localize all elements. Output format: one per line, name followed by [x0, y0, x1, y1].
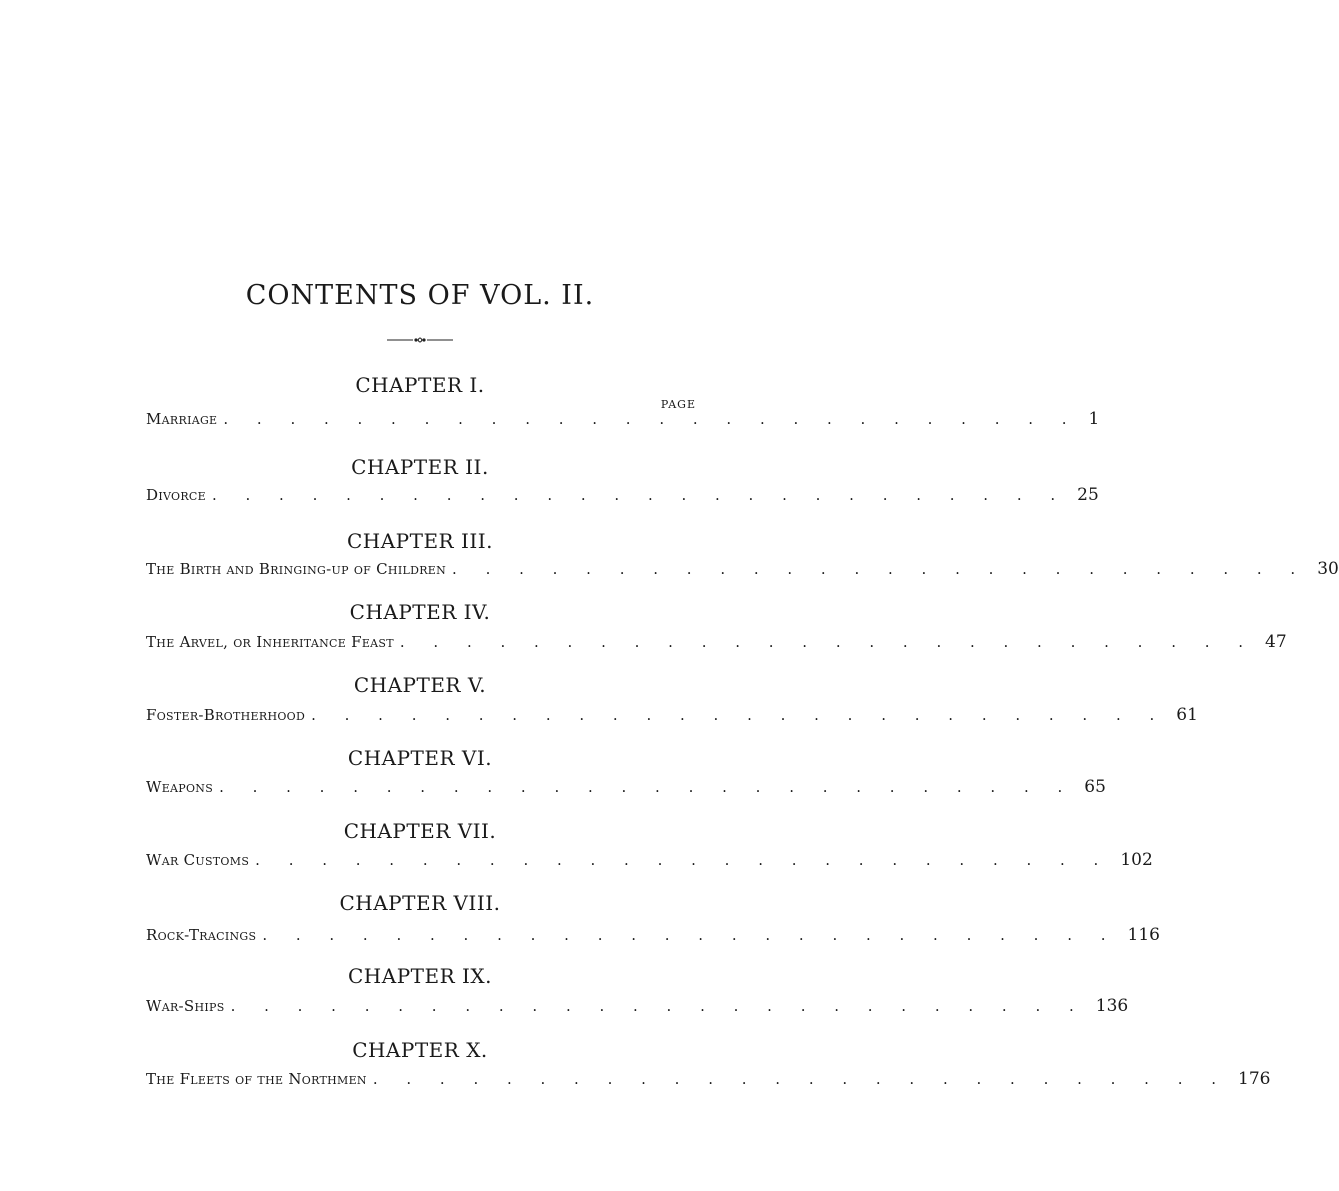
entry-title: War Customs — [146, 851, 250, 869]
entry-page-number: 116 — [1127, 925, 1160, 945]
entry-title: Rock-Tracings — [146, 926, 257, 944]
toc-entry[interactable] — [146, 925, 1160, 949]
leader-dots: . . . . . . . . . . . . . . . . . . . . . . . . . . — [311, 706, 1167, 724]
entry-page-number: 30 — [1317, 559, 1339, 579]
toc-entry[interactable] — [146, 850, 1153, 874]
entry-page-number: 1 — [1088, 409, 1100, 429]
page-title: CONTENTS OF VOL. II. — [245, 280, 595, 311]
chapter-heading: CHAPTER IX. — [348, 964, 492, 988]
leader-dots: . . . . . . . . . . . . . . . . . . . . . . . . . . — [230, 997, 1086, 1015]
entry-title: Foster-Brotherhood — [146, 706, 306, 724]
entry-title: The Arvel, or Inheritance Feast — [146, 633, 394, 651]
chapter-heading: CHAPTER X. — [352, 1038, 488, 1062]
leader-dots: . . . . . . . . . . . . . . . . . . . . . . . . . . — [211, 486, 1068, 504]
entry-page-number: 61 — [1176, 705, 1198, 725]
leader-dots: . . . . . . . . . . . . . . . . . . . . . . . . . . — [255, 851, 1111, 869]
chapter-heading: CHAPTER V. — [353, 673, 487, 697]
chapter-heading: CHAPTER III. — [346, 529, 494, 553]
chapter-heading: CHAPTER VII. — [343, 819, 497, 843]
toc-entry[interactable] — [146, 485, 1099, 509]
toc-entry[interactable] — [146, 777, 1106, 801]
entry-page-number: 102 — [1120, 850, 1153, 870]
entry-title: Marriage — [146, 410, 218, 428]
entry-title: War-Ships — [146, 997, 225, 1015]
entry-page-number: 65 — [1084, 777, 1106, 797]
chapter-heading: CHAPTER II. — [351, 455, 489, 479]
ornament-divider-icon — [385, 333, 455, 347]
chapter-heading: CHAPTER VIII. — [339, 891, 501, 915]
chapter-heading: CHAPTER VI. — [347, 746, 493, 770]
entry-page-number: 25 — [1077, 485, 1099, 505]
entry-title: Divorce — [146, 486, 206, 504]
entry-page-number: 136 — [1095, 996, 1129, 1016]
toc-entry[interactable] — [146, 409, 1100, 433]
toc-entry[interactable] — [146, 705, 1198, 729]
toc-entry[interactable] — [146, 1069, 1271, 1093]
toc-entry[interactable] — [146, 632, 1287, 656]
chapter-heading: CHAPTER IV. — [349, 600, 491, 624]
entry-title: Weapons — [146, 778, 214, 796]
leader-dots: . . . . . . . . . . . . . . . . . . . . . . . . . . — [262, 926, 1118, 944]
entry-page-number: 176 — [1238, 1069, 1271, 1089]
toc-entry[interactable] — [146, 559, 1339, 583]
page-column-label: PAGE — [660, 398, 696, 411]
entry-title: The Birth and Bringing-up of Children — [146, 560, 447, 578]
leader-dots: . . . . . . . . . . . . . . . . . . . . . . . . . . — [399, 633, 1256, 651]
entry-page-number: 47 — [1265, 632, 1287, 652]
chapter-heading: CHAPTER I. — [355, 373, 485, 397]
leader-dots: . . . . . . . . . . . . . . . . . . . . . . . . . . — [452, 560, 1308, 578]
toc-entry[interactable] — [146, 996, 1129, 1020]
leader-dots: . . . . . . . . . . . . . . . . . . . . . . . . . . — [223, 410, 1079, 428]
leader-dots: . . . . . . . . . . . . . . . . . . . . . . . . . . — [372, 1070, 1229, 1088]
leader-dots: . . . . . . . . . . . . . . . . . . . . . . . . . . — [219, 778, 1075, 796]
entry-title: The Fleets of the Northmen — [146, 1070, 367, 1088]
